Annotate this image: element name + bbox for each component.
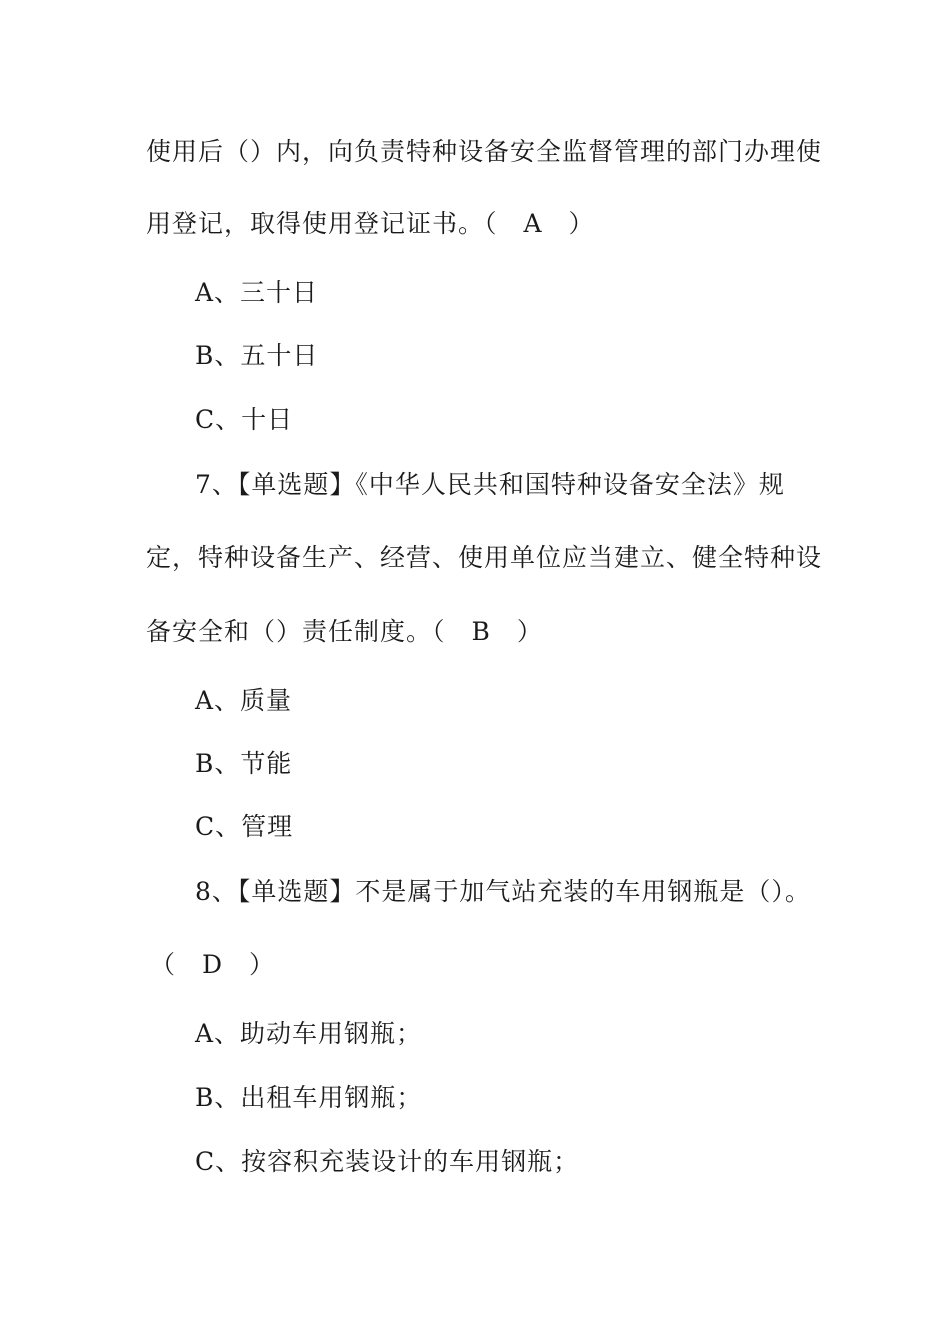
question-8-text-line-1: 8、【单选题】不是属于加气站充装的车用钢瓶是（）。 [195, 877, 811, 906]
question-7-option-b: B、节能 [195, 749, 293, 778]
question-6-option-b: B、五十日 [195, 341, 319, 370]
question-7-text-line-2: 定，特种设备生产、经营、使用单位应当建立、健全特种设 [146, 543, 823, 572]
question-8-answer: （ D ） [150, 950, 276, 979]
question-8-option-c: C、按容积充装设计的车用钢瓶； [195, 1147, 580, 1176]
question-6-option-c: C、十日 [195, 405, 294, 434]
question-7-option-a: A、质量 [195, 686, 293, 715]
question-6-option-a: A、三十日 [195, 278, 319, 307]
question-6-text-line-2: 用登记，取得使用登记证书。（ A ） [146, 209, 595, 238]
question-7-text-line-3: 备安全和（）责任制度。（ B ） [146, 617, 543, 646]
question-6-text-line-1: 使用后（）内，向负责特种设备安全监督管理的部门办理使 [146, 137, 823, 166]
question-7-option-c: C、管理 [195, 812, 294, 841]
question-8-option-b: B、出租车用钢瓶； [195, 1083, 423, 1112]
question-7-text-line-1: 7、【单选题】《中华人民共和国特种设备安全法》规 [195, 470, 785, 499]
question-8-option-a: A、助动车用钢瓶； [195, 1019, 423, 1048]
